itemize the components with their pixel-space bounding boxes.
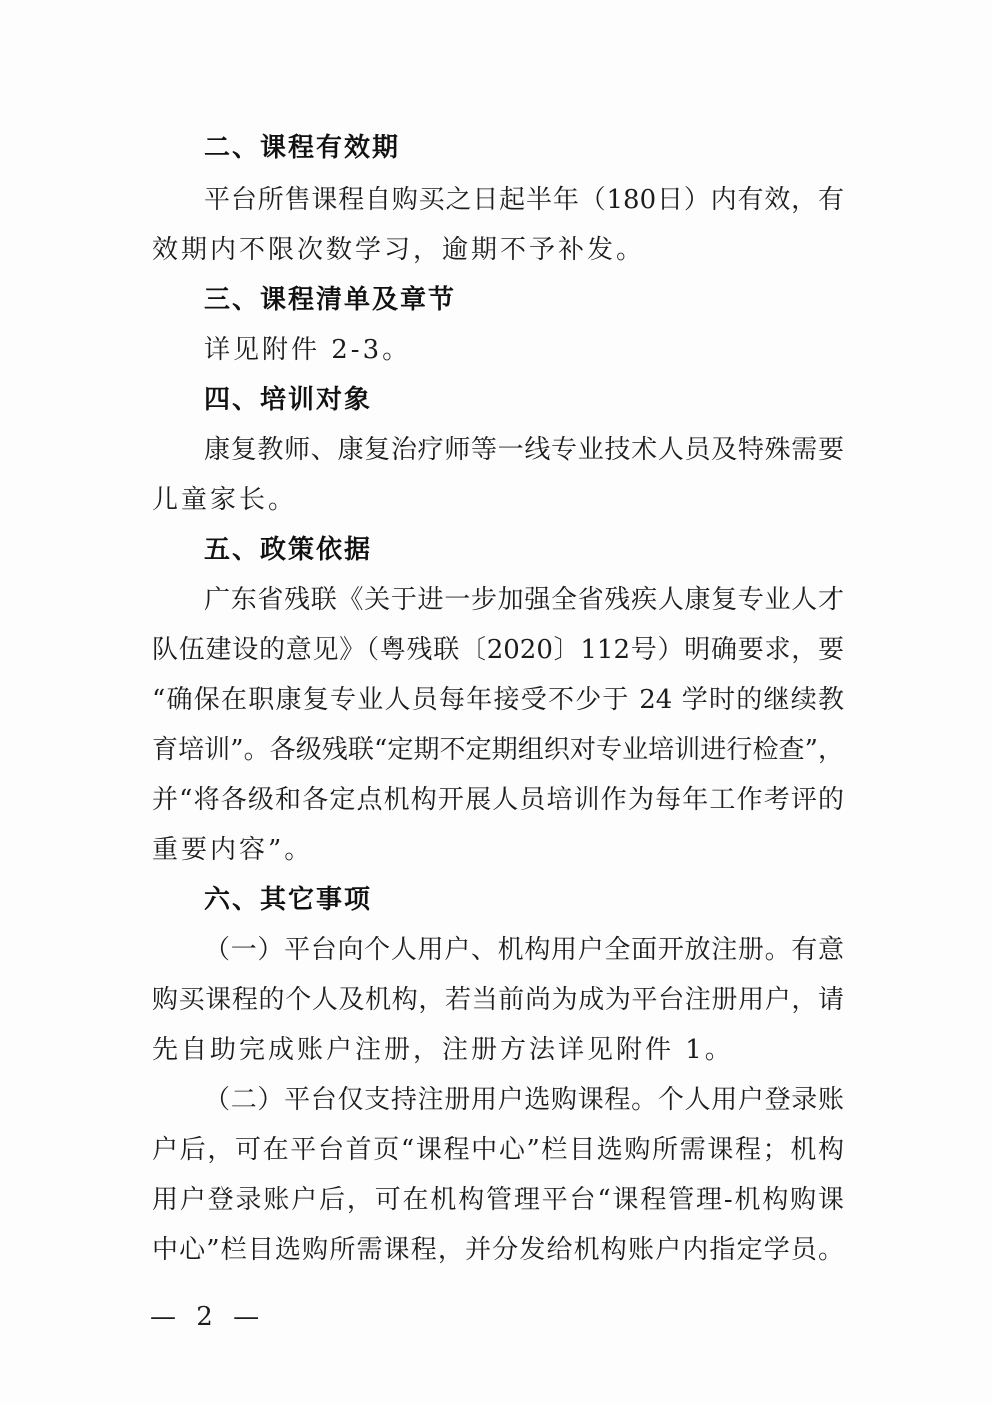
- section-heading-policy: 五、政策依据: [204, 535, 373, 565]
- paragraph-line: 并“将各级和各定点机构开展人员培训作为每年工作考评的: [152, 785, 844, 815]
- paragraph-line: 用户登录账户后，可在机构管理平台“课程管理-机构购课: [152, 1185, 844, 1215]
- paragraph-line: 中心”栏目选购所需课程，并分发给机构账户内指定学员。: [152, 1235, 844, 1265]
- paragraph-line: 效期内不限次数学习，逾期不予补发。: [152, 235, 646, 265]
- paragraph-line: 先自助完成账户注册，注册方法详见附件 1。: [152, 1035, 734, 1065]
- paragraph-line: 户后，可在平台首页“课程中心”栏目选购所需课程；机构: [152, 1135, 844, 1165]
- paragraph-line: 购买课程的个人及机构，若当前尚为成为平台注册用户，请: [152, 985, 844, 1015]
- section-heading-course-list: 三、课程清单及章节: [204, 285, 457, 315]
- paragraph-line: 儿童家长。: [152, 485, 298, 515]
- paragraph-line: 广东省残联《关于进一步加强全省残疾人康复专业人才: [204, 585, 844, 615]
- section-heading-validity: 二、课程有效期: [204, 133, 401, 163]
- paragraph-line: （二）平台仅支持注册用户选购课程。个人用户登录账: [204, 1085, 844, 1115]
- paragraph-line: “确保在职康复专业人员每年接受不少于 24 学时的继续教: [152, 685, 844, 715]
- section-heading-audience: 四、培训对象: [204, 385, 373, 415]
- paragraph-line: （一）平台向个人用户、机构用户全面开放注册。有意: [204, 935, 844, 965]
- paragraph-line: 康复教师、康复治疗师等一线专业技术人员及特殊需要: [204, 435, 844, 465]
- paragraph-line: 育培训”。各级残联“定期不定期组织对专业培训进行检查”，: [152, 735, 844, 765]
- page-number: — 2 —: [150, 1302, 266, 1332]
- paragraph-line: 重要内容”。: [152, 835, 314, 865]
- paragraph-line: 平台所售课程自购买之日起半年（180日）内有效，有: [204, 185, 844, 215]
- section-heading-other: 六、其它事项: [204, 885, 373, 915]
- paragraph-line: 队伍建设的意见》（粤残联〔2020〕112号）明确要求，要: [152, 635, 844, 665]
- paragraph-line: 详见附件 2-3。: [204, 335, 412, 365]
